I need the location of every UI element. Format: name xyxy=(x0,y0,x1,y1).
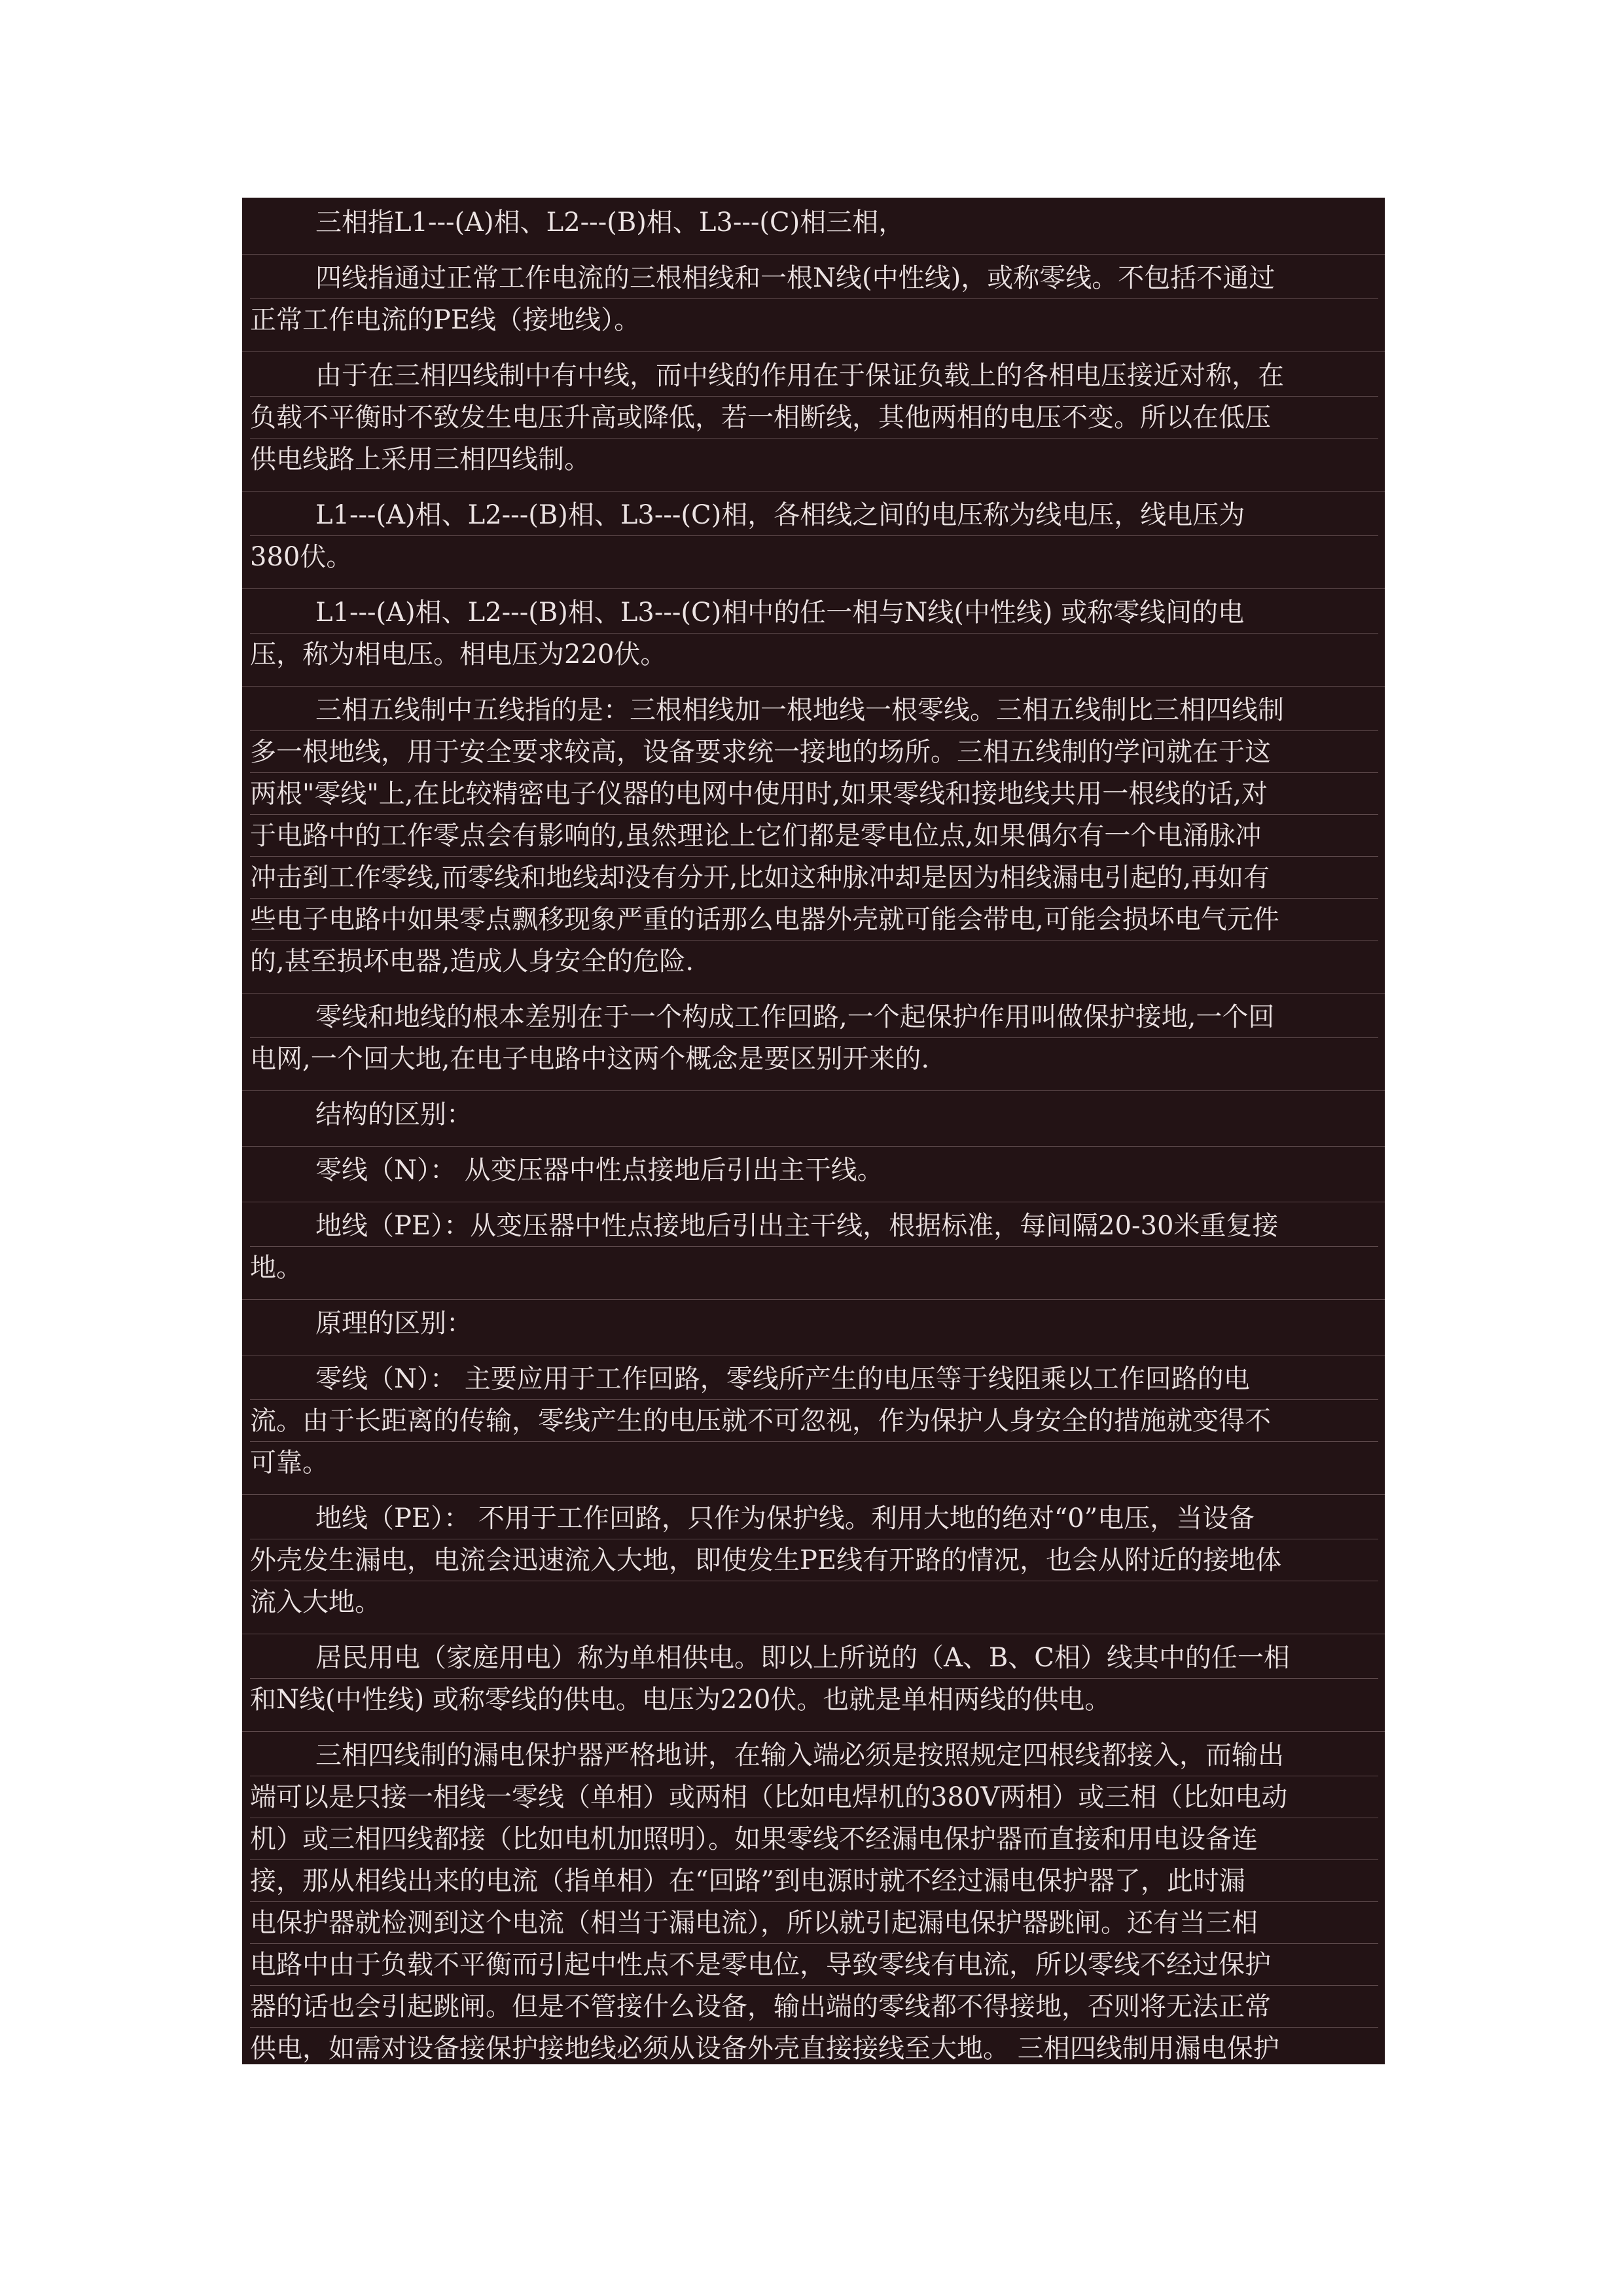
paragraph xyxy=(242,198,1385,247)
text-line: 地线（PE）：从变压器中性点接地后引出主干线，根据标准，每间隔20-30米重复接 xyxy=(250,1205,1378,1247)
text-line: 由于在三相四线制中有中线，而中线的作用在于保证负载上的各相电压接近对称，在 xyxy=(250,355,1378,397)
text-line: 外壳发生漏电，电流会迅速流入大地，即使发生PE线有开路的情况，也会从附近的接地体 xyxy=(250,1539,1378,1581)
text-line: 负载不平衡时不致发生电压升高或降低，若一相断线，其他两相的电压不变。所以在低压 xyxy=(250,397,1378,439)
text-line: 三相五线制中五线指的是：三根相线加一根地线一根零线。三相五线制比三相四线制 xyxy=(250,689,1378,731)
paragraph xyxy=(242,1494,1385,1627)
text-line: 可靠。 xyxy=(250,1448,329,1478)
text-line: 电保护器就检测到这个电流（相当于漏电流），所以就引起漏电保护器跳闸。还有当三相 xyxy=(250,1902,1378,1944)
text-line: 机）或三相四线都接（比如电机加照明）。如果零线不经漏电保护器而直接和用电设备连 xyxy=(250,1818,1378,1860)
paragraph xyxy=(242,351,1385,484)
text-line: 的,甚至损坏电器,造成人身安全的危险. xyxy=(250,946,694,977)
paragraph xyxy=(242,254,1385,345)
text-line: 压，称为相电压。相电压为220伏。 xyxy=(250,639,667,670)
text-line: 正常工作电流的PE线（接地线）。 xyxy=(250,305,641,335)
text-line: L1---(A)相、L2---(B)相、L3---(C)相，各相线之间的电压称为线电压，线电压为 xyxy=(250,494,1378,536)
text-line: 零线和地线的根本差别在于一个构成工作回路,一个起保护作用叫做保护接地,一个回 xyxy=(250,996,1378,1038)
text-line: 居民用电（家庭用电）称为单相供电。即以上所说的（A、B、C相）线其中的任一相 xyxy=(250,1637,1378,1679)
text-line: 器的话也会引起跳闸。但是不管接什么设备，输出端的零线都不得接地，否则将无法正常 xyxy=(250,1986,1378,2028)
text-line: 三相四线制的漏电保护器严格地讲，在输入端必须是按照规定四根线都接入，而输出 xyxy=(250,1734,1378,1776)
text-line: 些电子电路中如果零点飘移现象严重的话那么电器外壳就可能会带电,可能会损坏电气元件 xyxy=(250,899,1378,941)
paragraph xyxy=(242,491,1385,582)
text-line: 电网,一个回大地,在电子电路中这两个概念是要区别开来的. xyxy=(250,1044,930,1074)
text-line: 接，那从相线出来的电流（指单相）在“回路”到电源时就不经过漏电保护器了，此时漏 xyxy=(250,1860,1378,1902)
text-line: 两根"零线"上,在比较精密电子仪器的电网中使用时,如果零线和接地线共用一根线的话,对 xyxy=(250,773,1378,815)
paragraph xyxy=(242,1731,1385,2073)
text-line: 于电路中的工作零点会有影响的,虽然理论上它们都是零电位点,如果偶尔有一个电涌脉冲 xyxy=(250,815,1378,857)
text-line: 地线（PE）： 不用于工作回路，只作为保护线。利用大地的绝对“0”电压，当设备 xyxy=(250,1498,1378,1539)
document-panel xyxy=(242,198,1385,2064)
paragraph xyxy=(242,993,1385,1084)
paragraph xyxy=(242,1299,1385,1348)
text-line: 多一根地线，用于安全要求较高，设备要求统一接地的场所。三相五线制的学问就在于这 xyxy=(250,731,1378,773)
text-line: 供电，如需对设备接保护接地线必须从设备外壳直接接线至大地。 三相四线制用漏电保护 xyxy=(250,2034,1279,2064)
text-line: 冲击到工作零线,而零线和地线却没有分开,比如这种脉冲却是因为相线漏电引起的,再如有 xyxy=(250,857,1378,899)
text-line: 端可以是只接一相线一零线（单相）或两相（比如电焊机的380V两相）或三相（比如电动 xyxy=(250,1776,1378,1818)
paragraph xyxy=(242,1634,1385,1725)
paragraph xyxy=(242,1355,1385,1488)
text-line: 四线指通过正常工作电流的三根相线和一根N线(中性线)，或称零线。不包括不通过 xyxy=(250,257,1378,299)
text-line: 零线（N）： 主要应用于工作回路，零线所产生的电压等于线阻乘以工作回路的电 xyxy=(250,1358,1378,1400)
text-line: L1---(A)相、L2---(B)相、L3---(C)相中的任一相与N线(中性线) 或称零线间的电 xyxy=(250,592,1378,634)
text-line: 流。由于长距离的传输，零线产生的电压就不可忽视，作为保护人身安全的措施就变得不 xyxy=(250,1400,1378,1442)
text-line: 三相指L1---(A)相、L2---(B)相、L3---(C)相三相， xyxy=(315,207,905,238)
paragraph xyxy=(242,686,1385,986)
text-line: 零线（N）： 从变压器中性点接地后引出主干线。 xyxy=(315,1155,883,1185)
text-line: 供电线路上采用三相四线制。 xyxy=(250,444,590,475)
text-line: 原理的区别： xyxy=(315,1308,473,1338)
text-line: 结构的区别： xyxy=(315,1100,473,1130)
text-line: 地。 xyxy=(250,1253,302,1283)
paragraph xyxy=(242,1202,1385,1293)
text-line: 和N线(中性线) 或称零线的供电。电压为220伏。也就是单相两线的供电。 xyxy=(250,1685,1111,1715)
text-line: 电路中由于负载不平衡而引起中性点不是零电位，导致零线有电流，所以零线不经过保护 xyxy=(250,1944,1378,1986)
paragraph xyxy=(242,1090,1385,1139)
paragraph xyxy=(242,1146,1385,1195)
text-line: 380伏。 xyxy=(250,542,353,572)
text-line: 流入大地。 xyxy=(250,1587,381,1617)
paragraph xyxy=(242,588,1385,679)
